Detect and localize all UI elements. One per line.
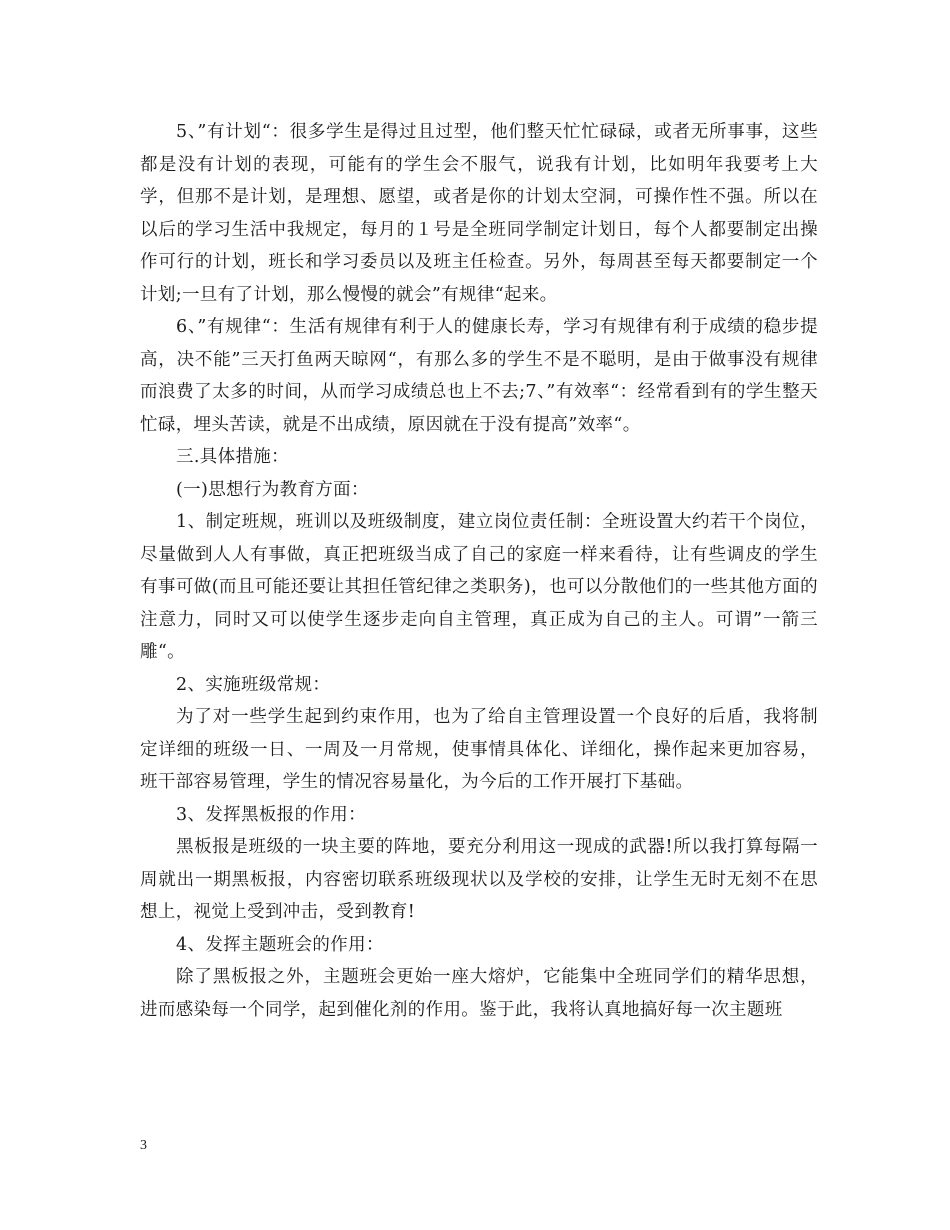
item-heading-blackboard: 3、发挥黑板报的作用： [176, 804, 366, 825]
paragraph-plan: 5、”有计划“：很多学生是得过且过型，他们整天忙忙碌碌，或者无所事事，这些都是没有计划的表现，可能有的学生会不服气，说我有计划，比如明年我要考上大学，但那不是计划，是理想、愿望，或者是你的计划太空洞，可操作性不强。所以在以后的学习生活中我规定，每月的１号是全班同学制定计划日，每个人都要制定出操作可行的计划，班长和学习委员以及班主任检查。另外，每周甚至每天都要制定一个计划;一旦有了计划，那么慢慢的就会”有规律“起来。 [140, 122, 818, 305]
subsection-heading-ideology: (一)思想行为教育方面： [176, 479, 369, 500]
section-heading-measures: 三.具体措施： [176, 447, 290, 467]
item-heading-routines: 2、实施班级常规： [176, 674, 331, 695]
paragraph-blackboard: 黑板报是班级的一块主要的阵地，要充分利用这一现成的武器!所以我打算每隔一周就出一期黑板报，内容密切联系班级现状以及学校的安排，让学生无时无刻不在思想上，视觉上受到冲击，受到教育! [140, 837, 818, 922]
paragraph-routines: 为了对一些学生起到约束作用，也为了给自主管理设置一个良好的后盾，我将制定详细的班级一日、一周及一月常规，使事情具体化、详细化，操作起来更加容易，班干部容易管理，学生的情况容易量化，为今后的工作开展打下基础。 [140, 707, 818, 792]
paragraph-class-meeting: 除了黑板报之外，主题班会更始一座大熔炉，它能集中全班同学们的精华思想，进而感染每一个同学，起到催化剂的作用。鉴于此，我将认真地搞好每一次主题班 [140, 967, 818, 1020]
paragraph-class-rules: 1、制定班规，班训以及班级制度，建立岗位责任制：全班设置大约若干个岗位，尽量做到人人有事做，真正把班级当成了自己的家庭一样来看待，让有些调皮的学生有事可做(而且可能还要让其担任管纪律之类职务)，也可以分散他们的一些其他方面的注意力，同时又可以使学生逐步走向自主管理，真正成为自己的主人。可谓”一箭三雕“。 [140, 512, 818, 662]
item-heading-class-meeting: 4、发挥主题班会的作用： [176, 934, 384, 955]
document-body [140, 116, 818, 1026]
page-number: 3 [140, 1138, 147, 1153]
paragraph-regularity: 6、”有规律“：生活有规律有利于人的健康长寿，学习有规律有利于成绩的稳步提高，决不能”三天打鱼两天晾网“，有那么多的学生不是不聪明，是由于做事没有规律而浪费了太多的时间，从而学习成绩总也上不去;7、”有效率“：经常看到有的学生整天忙碌，埋头苦读，就是不出成绩，原因就在于没有提高”效率“。 [140, 317, 818, 435]
